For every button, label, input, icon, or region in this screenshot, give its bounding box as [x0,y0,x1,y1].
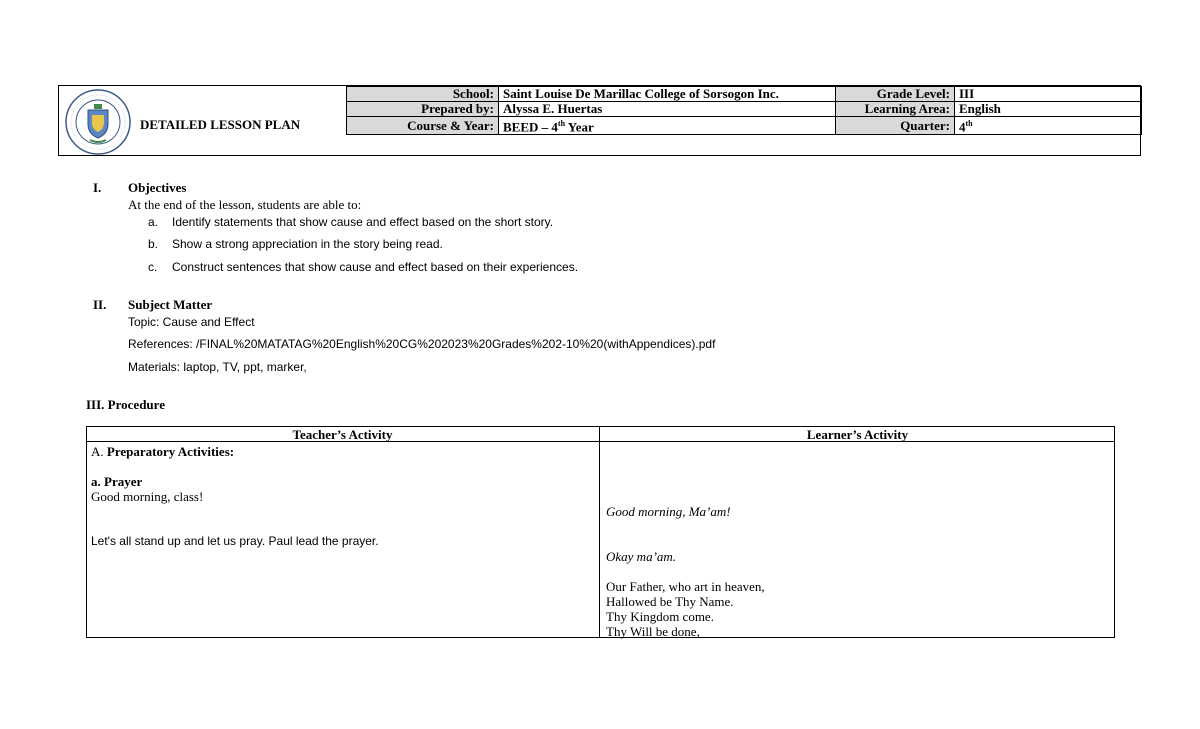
teacher-pray-instruction: Let's all stand up and let us pray. Paul lead the prayer. [91,534,379,548]
col-teacher-header: Teacher’s Activity [292,427,393,442]
course-value-main: BEED – 4 [503,119,558,135]
objectives-number: I. [93,180,102,195]
document-title: DETAILED LESSON PLAN [140,117,301,132]
info-table-side [835,86,1142,135]
prepared-label: Prepared by: [347,102,499,117]
learner-greeting: Good morning, Ma’am! [606,504,731,519]
prep-activities [91,444,234,460]
prayer-line: Thy Kingdom come. [606,609,714,624]
quarter-value [955,117,1142,135]
subject-topic: Topic: Cause and Effect [128,315,255,329]
quarter-label: Quarter: [836,117,955,135]
school-label: School: [347,87,499,102]
prepared-row [347,102,836,117]
objectives-intro: At the end of the lesson, students are able to: [128,197,362,212]
quarter-value-sup: th [965,119,973,128]
col-learner-header: Learner’s Activity [806,427,909,442]
subject-heading: Subject Matter [128,297,213,312]
school-row [347,87,836,102]
course-row [347,117,836,135]
course-value-sup: th [557,119,566,128]
objective-a-text: Identify statements that show cause and effect based on the short story. [172,215,554,229]
procedure-heading: III. Procedure [86,397,165,412]
objective-b-letter: b. [148,237,159,251]
grade-label: Grade Level: [836,87,955,102]
objective-c-text: Construct sentences that show cause and effect based on their experiences. [172,260,579,274]
teacher-greeting: Good morning, class! [91,489,204,504]
quarter-row [836,117,1142,135]
procedure-column-divider [599,426,600,638]
prayer-line: Our Father, who art in heaven, [606,579,765,594]
prepared-value: Alyssa E. Huertas [499,102,836,117]
school-seal-logo [64,88,132,156]
quarter-value-main: 4 [959,119,966,135]
subject-references: References: /FINAL%20MATATAG%20English%20CG%202023%20Grades%202-10%20(withAppendices).pdf [128,337,716,351]
course-value-year: Year [565,119,594,135]
objective-b-text: Show a strong appreciation in the story being read. [172,237,443,251]
objective-a-letter: a. [148,215,159,229]
prayer-line: Hallowed be Thy Name. [606,594,734,609]
area-row [836,102,1142,117]
subject-number: II. [93,297,107,312]
school-value: Saint Louise De Marillac College of Sorsogon Inc. [499,87,836,102]
info-table-main [346,86,836,135]
area-value: English [955,102,1142,117]
objective-c-letter: c. [148,260,158,274]
prep-letter: A. [91,444,107,459]
subject-materials: Materials: laptop, TV, ppt, marker, [128,360,307,374]
prayer-title: a. Prayer [91,474,143,489]
area-label: Learning Area: [836,102,955,117]
course-label: Course & Year: [347,117,499,135]
learner-okay: Okay ma’am. [606,549,677,564]
course-value [499,117,836,135]
procedure-table [86,426,1115,638]
prep-title: Preparatory Activities: [106,444,235,459]
grade-value: III [955,87,1142,102]
grade-row [836,87,1142,102]
prayer-line: Thy Will be done, [606,624,700,639]
objectives-heading: Objectives [128,180,187,195]
